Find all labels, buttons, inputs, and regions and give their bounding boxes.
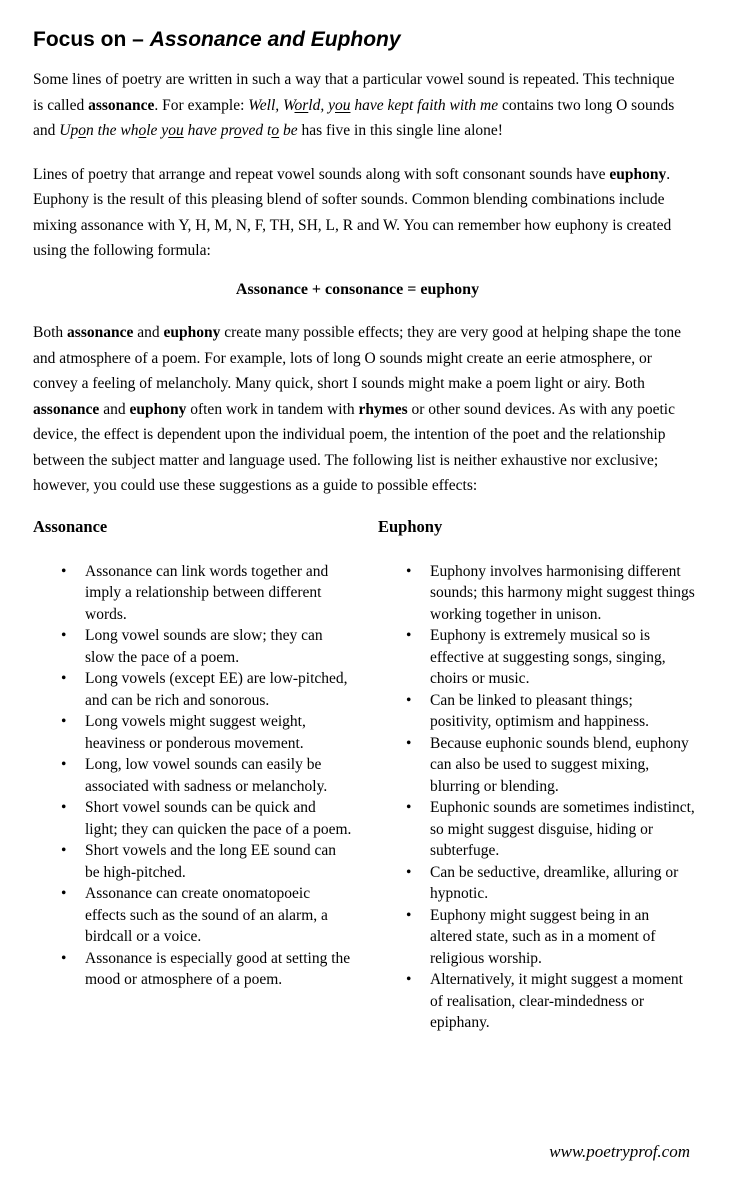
list-item: • Euphony involves harmonising different sounds; this harmony might suggest things working together in unison. — [378, 561, 695, 626]
text-run: assonance — [67, 324, 134, 341]
assonance-bullet-list — [33, 561, 378, 991]
text-run: contains two long O sounds and — [33, 96, 675, 139]
footer — [549, 1141, 690, 1163]
formula-line: Assonance + consonance = euphony — [235, 280, 480, 298]
paragraph-assonance-intro — [33, 67, 682, 144]
text-run: . For example: — [154, 96, 249, 114]
assonance-column — [33, 517, 378, 1034]
text-run: assonance — [88, 96, 155, 114]
text-run: or — [294, 96, 309, 114]
text-run: often work in tandem with — [186, 400, 359, 418]
text-run: assonance — [33, 400, 100, 418]
text-run: euphony — [163, 324, 221, 341]
page-title-prefix: Focus on – — [33, 28, 150, 51]
text-run: be — [279, 122, 298, 139]
text-run: euphony — [609, 165, 667, 183]
list-item: • Assonance is especially good at setting the mood or atmosphere of a poem. — [33, 948, 378, 991]
text-run: o — [233, 122, 242, 139]
text-run: le y — [146, 122, 169, 139]
list-item: • Because euphonic sounds blend, euphony can also be used to suggest mixing, blurring or blending. — [378, 733, 695, 798]
list-item: • Can be linked to pleasant things; positivity, optimism and happiness. — [378, 690, 695, 733]
text-run: and — [133, 324, 164, 341]
website-url: www.poetryprof.com — [549, 1142, 690, 1161]
page-title — [33, 27, 746, 52]
text-run: Both — [33, 324, 68, 341]
text-run: and — [99, 400, 130, 418]
text-run: ou — [168, 122, 184, 139]
text-run: o — [138, 122, 147, 139]
list-item: • Long vowels (except EE) are low-pitched, and can be rich and sonorous. — [33, 668, 378, 711]
assonance-heading: Assonance — [33, 516, 108, 536]
text-run: Lines of poetry that arrange and repeat vowel sounds along with soft consonant sounds have — [33, 165, 610, 183]
paragraph-effects-overview — [33, 320, 682, 499]
list-item: • Euphony might suggest being in an altered state, such as in a moment of religious worship. — [378, 905, 695, 970]
text-run: ou — [334, 96, 351, 114]
list-item: • Can be seductive, dreamlike, alluring or hypnotic. — [378, 862, 695, 905]
text-run: . Euphony is the result of this pleasing blend of softer sounds. Common blending combinations include mixing assonance with Y, H, M, N, F, TH, SH, L, R and W. You can remember how euphony is created using the following formula: — [33, 165, 672, 259]
list-item: • Short vowels and the long EE sound can be high-pitched. — [33, 840, 378, 883]
text-run: have pr — [183, 122, 234, 139]
text-run: Well, W — [248, 96, 295, 114]
list-item: • Long vowels might suggest weight, heaviness or ponderous movement. — [33, 711, 378, 754]
text-run: Up — [59, 122, 79, 139]
text-run: Some lines of poetry are written in such a way that a particular vowel sound is repeated. This technique is called — [33, 71, 675, 114]
page-title-emphasis: Assonance and Euphony — [149, 28, 401, 51]
list-item: • Euphonic sounds are sometimes indistinct, so might suggest disguise, hiding or subterfuge. — [378, 797, 695, 862]
text-run: ved t — [241, 122, 272, 139]
list-item: • Assonance can link words together and imply a relationship between different words. — [33, 561, 378, 626]
list-item: • Long vowel sounds are slow; they can slow the pace of a poem. — [33, 625, 378, 668]
list-item: • Short vowel sounds can be quick and light; they can quicken the pace of a poem. — [33, 797, 378, 840]
text-run: o — [78, 122, 86, 139]
euphony-column — [378, 517, 695, 1034]
text-run: rhymes — [358, 400, 408, 418]
list-item: • Euphony is extremely musical so is effective at suggesting songs, singing, choirs or music. — [378, 625, 695, 690]
text-run: n the wh — [85, 122, 139, 139]
euphony-heading: Euphony — [378, 516, 443, 536]
text-run: have kept faith with me — [350, 96, 499, 114]
list-item: • Long, low vowel sounds can easily be associated with sadness or melancholy. — [33, 754, 378, 797]
text-run: or other sound devices. As with any poetic device, the effect is dependent upon the individual poem, the intention of the poet and the relationship between the subject matter and language used. The following list is neither exhaustive nor exclusive; however, you could use these suggestions as a guide to possible effects: — [33, 400, 675, 494]
list-item: • Alternatively, it might suggest a moment of realisation, clear-mindedness or epiphany. — [378, 969, 695, 1034]
paragraph-euphony-intro — [33, 162, 682, 264]
text-run: create many possible effects; they are very good at helping shape the tone and atmosphere of a poem. For example, lots of long O sounds might create an eerie atmosphere, or convey a feeling of melancholy. Many quick, short I sounds might make a poem light or airy. Both — [33, 324, 682, 392]
euphony-bullet-list — [378, 561, 695, 1034]
text-run: euphony — [129, 400, 187, 418]
effects-columns — [33, 517, 746, 1034]
text-run: ld, y — [308, 96, 335, 114]
list-item: • Assonance can create onomatopoeic effects such as the sound of an alarm, a birdcall or a voice. — [33, 883, 378, 948]
text-run: o — [271, 122, 280, 139]
text-run: has five in this single line alone! — [297, 122, 503, 139]
